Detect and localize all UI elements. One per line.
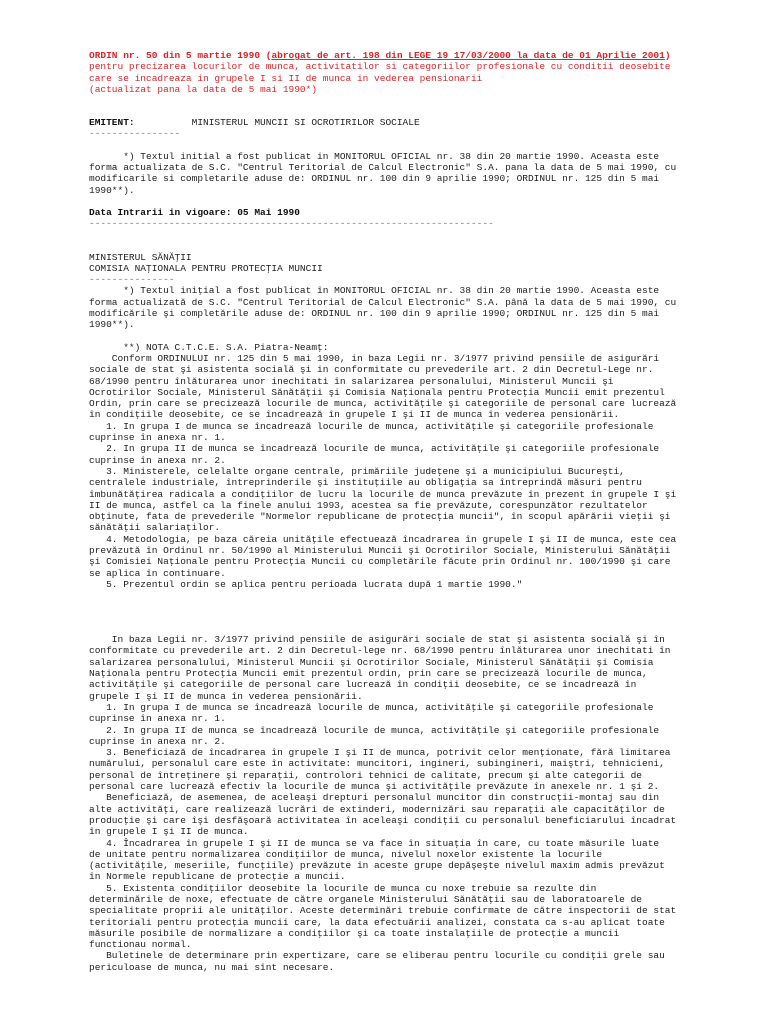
body-line: 2. In grupa II de munca se încadrează locurile de munca, activităţile şi categoriile profesionale [89, 724, 660, 736]
nota-line: obţinute, fata de prevederile "Normelor republicane de protecţia muncii", în scopul apărării vieţii şi [89, 511, 671, 523]
effective-date: Data Intrarii in vigoare: 05 Mai 1990 [89, 206, 300, 218]
nota-line: prevăzută în Ordinul nr. 50/1990 al Ministerului Muncii şi Ocrotirilor Sociale, Ministerului Sănătăţii [89, 544, 671, 556]
note-line: 1990**). [89, 319, 135, 331]
nota-line: şi Comisiei Naţionale pentru Protecţia Muncii cu completările făcute prin Ordinul nr. 100/1990 şi care [89, 556, 671, 568]
title-close: ) [664, 50, 671, 61]
body-line: cuprinse în anexa nr. 2. [89, 735, 226, 747]
body-line: în Normele republicane de protecţie a muncii. [89, 871, 346, 883]
body-line: cuprinse în anexa nr. 1. [89, 713, 226, 725]
body-line: specialitate proprii ale unităţilor. Aceste determinări trebuie confirmate de către inspectorii de stat [89, 905, 677, 917]
nota-line: Conform ORDINULUI nr. 125 din 5 mai 1990, in baza Legii nr. 3/1977 privind pensiile de asigurări [89, 352, 660, 364]
nota-line: îmbunătăţirea radicala a condiţiilor de lucru la locurile de munca prevăzute în prezent în grupele I şi [89, 488, 677, 500]
body-line: personal de întreţinere şi reparaţii, controlori tehnici de calitate, precum şi alte categorii de [89, 769, 642, 781]
body-line: Buletinele de determinare prin expertizare, care se eliberau pentru locurile cu condiţii grele sau [89, 950, 665, 962]
nota-line: 5. Prezentul ordin se aplica pentru perioada lucrata după 1 martie 1990." [89, 578, 523, 590]
body-line: determinările de noxe, efectuate de către organele Ministerului Sănătăţii sau de laboratoarele de [89, 894, 642, 905]
emitent-label: EMITENT: [89, 117, 135, 129]
body-line: In baza Legii nr. 3/1977 privind pensiile de asigurări sociale de stat şi asistenta socială şi în [89, 634, 665, 646]
order-title [89, 50, 709, 61]
body-line: conformitate cu prevederile art. 2 din Decretul-lege nr. 68/1990 pentru înlăturarea unor inechitati în [89, 645, 671, 657]
nota-line: sociale de stat şi asistenta socială şi in conformitate cu prevederile art. 2 din Decretul-Lege nr. [89, 364, 654, 376]
nota-line: sănătăţii salariaţilor. [89, 522, 221, 534]
note-line: modificările şi completările aduse de: ORDINUL nr. 100 din 9 aprilie 1990; ORDINUL nr. 125 din 5 mai [89, 308, 660, 320]
title-text: ORDIN nr. 50 din 5 martie 1990 ( [89, 50, 272, 61]
body-line: 3. Beneficiază de încadrarea în grupele I şi II de munca, potrivit celor menţionate, fără limitarea [89, 747, 671, 759]
nota-line: 3. Ministerele, celelalte organe centrale, primăriile judeţene şi a municipiului Bucureşti, [89, 465, 625, 477]
ministry-rule: --------------- [89, 274, 175, 286]
note-line: *) Textul iniţial a fost publicat în MONITORUL OFICIAL nr. 38 din 20 martie 1990. Aceasta este [89, 285, 660, 297]
nota-line: în condiţiile deosebite, ce se încadrează în grupele I şi II de munca în vederea pensionării. [89, 409, 620, 421]
nota-line: cuprinse în anexa nr. 1. [89, 432, 226, 444]
nota-line: 4. Metodologia, pe baza căreia unităţile efectuează încadrarea în grupele I şi II de munca, este cea [89, 533, 677, 545]
abrogation-link[interactable]: abrogat de art. 198 din LEGE 19 17/03/2000 la data de 01 Aprilie 2001 [271, 50, 665, 61]
body-line: de unitate pentru normalizarea condiţiilor de munca, nivelul noxelor existente la locurile [89, 848, 603, 860]
emitent-rule: ---------------- [89, 128, 181, 140]
note-line: forma actualizata de S.C. "Centrul Teritorial de Calcul Electronic" S.A. pana la data de 5 mai 1990, cu [89, 162, 677, 174]
body-line: măsurile posibile de normalizare a condiţiilor şi ca toate instalaţiile de protecţie a muncii [89, 927, 620, 939]
ministry-line: MINISTERUL SĂNĂŢII [89, 251, 192, 263]
subtitle-line: pentru precizarea locurilor de munca, activitatilor si categoriilor profesionale cu conditii deosebite [89, 61, 671, 73]
body-line: 5. Existenta condiţiilor deosebite la locurile de munca cu noxe trebuie sa rezulte din [89, 882, 597, 894]
body-line: 1. In grupa I de munca se încadrează locurile de munca, activităţile şi categoriile profesionale [89, 701, 654, 713]
nota-line: Ordin, prin care se precizează locurile de munca, activităţile şi categoriile de personal care lucrează [89, 398, 677, 410]
body-line: numărului, personalul care este în activitate: muncitori, ingineri, subingineri, maiştri, tehnicieni, [89, 758, 665, 770]
note-line: modificarile si completarile aduse de: ORDINUL nr. 100 din 9 aprilie 1990; ORDINUL nr. 125 din 5 mai [89, 173, 660, 185]
body-line: grupele I şi II de munca în vederea pensionării. [89, 690, 363, 702]
nota-line: Ocrotirilor Sociale, Ministerul Sănătăţii şi Comisia Naţionala pentru Protecţia Muncii emit prezentul [89, 386, 665, 398]
subtitle-line: (actualizat pana la data de 5 mai 1990*) [89, 83, 318, 95]
nota-line: II de munca, astfel ca la finele anului 1993, acestea sa fie prevăzute, corespunzător rezultatelor [89, 499, 648, 511]
body-line: alte activităţi, care realizează lucrări de extinderi, modernizări sau reparaţii ale capacităţilor de [89, 803, 665, 815]
nota-line: centralele industriale, întreprinderile şi instituţiile au obligaţia sa întreprindă măsuri pentru [89, 477, 642, 489]
emitent-line [89, 117, 709, 128]
note-line: *) Textul initial a fost publicat in MONITORUL OFICIAL nr. 38 din 20 martie 1990. Aceasta este [89, 150, 660, 162]
body-line: salarizarea personalului, Ministerul Muncii şi Ocrotirilor Sociale, Ministerul Sănătăţii şi Comisia [89, 656, 654, 668]
nota-line: 2. In grupa II de munca se încadrează locurile de munca, activităţile şi categoriile profesionale [89, 443, 660, 455]
subtitle-line: care se incadreaza in grupele I si II de munca in vederea pensionarii [89, 72, 483, 84]
body-line: personal care lucrează efectiv la locurile de munca şi activităţile prevăzute în anexele nr. 1 şi 2. [89, 781, 660, 793]
nota-line: **) NOTA C.T.C.E. S.A. Piatra-Neamţ: [89, 341, 329, 353]
effective-date-rule: ----------------------------------------------------------------------- [89, 218, 494, 230]
body-line: periculoase de munca, nu mai sînt necesare. [89, 961, 335, 973]
body-line: (activităţile, meseriile, funcţiile) prevăzute în aceste grupe depăşeşte nivelul maxim admis prevăzut [89, 860, 665, 872]
body-line: activităţile şi categoriile de personal care lucrează în condiţii deosebite, ce se încadrează în [89, 679, 637, 691]
body-line: teritoriali pentru protecţia muncii care, la data efectuării analizei, constata ca s-au aplicat toate [89, 916, 665, 928]
body-line: în grupele I şi II de munca. [89, 826, 249, 838]
ministry-line: COMISIA NAŢIONALA PENTRU PROTECŢIA MUNCII [89, 262, 323, 274]
document-page [89, 50, 709, 973]
body-line: functionau normal. [89, 939, 192, 951]
nota-line: 1. In grupa I de munca se încadrează locurile de munca, activităţile şi categoriile profesionale [89, 420, 654, 432]
nota-line: se aplica în continuare. [89, 567, 226, 579]
note-line: 1990**). [89, 184, 135, 196]
body-line: Naţionala pentru Protecţia Muncii emit prezentul ordin, prin care se precizează locurile de munca, [89, 668, 648, 680]
body-line: producţie şi care îşi desfăşoară activitatea în aceleaşi condiţii cu personalul beneficiarului încadrat [89, 814, 677, 826]
note-line: forma actualizată de S.C. "Centrul Teritorial de Calcul Electronic" S.A. până la data de 5 mai 1990, cu [89, 296, 677, 308]
nota-line: 68/1990 pentru înlăturarea unor inechitati în salarizarea personalului, Ministerul Muncii şi [89, 375, 614, 387]
emitent-value: MINISTERUL MUNCII SI OCROTIRILOR SOCIALE [191, 117, 420, 129]
body-line: 4. Încadrarea în grupele I şi II de munca se va face în situaţia în care, cu toate măsurile luate [89, 837, 660, 849]
body-line: Beneficiază, de asemenea, de aceleaşi drepturi personalul muncitor din construcţii-montaj sau din [89, 792, 660, 804]
nota-line: cuprinse în anexa nr. 2. [89, 454, 226, 466]
